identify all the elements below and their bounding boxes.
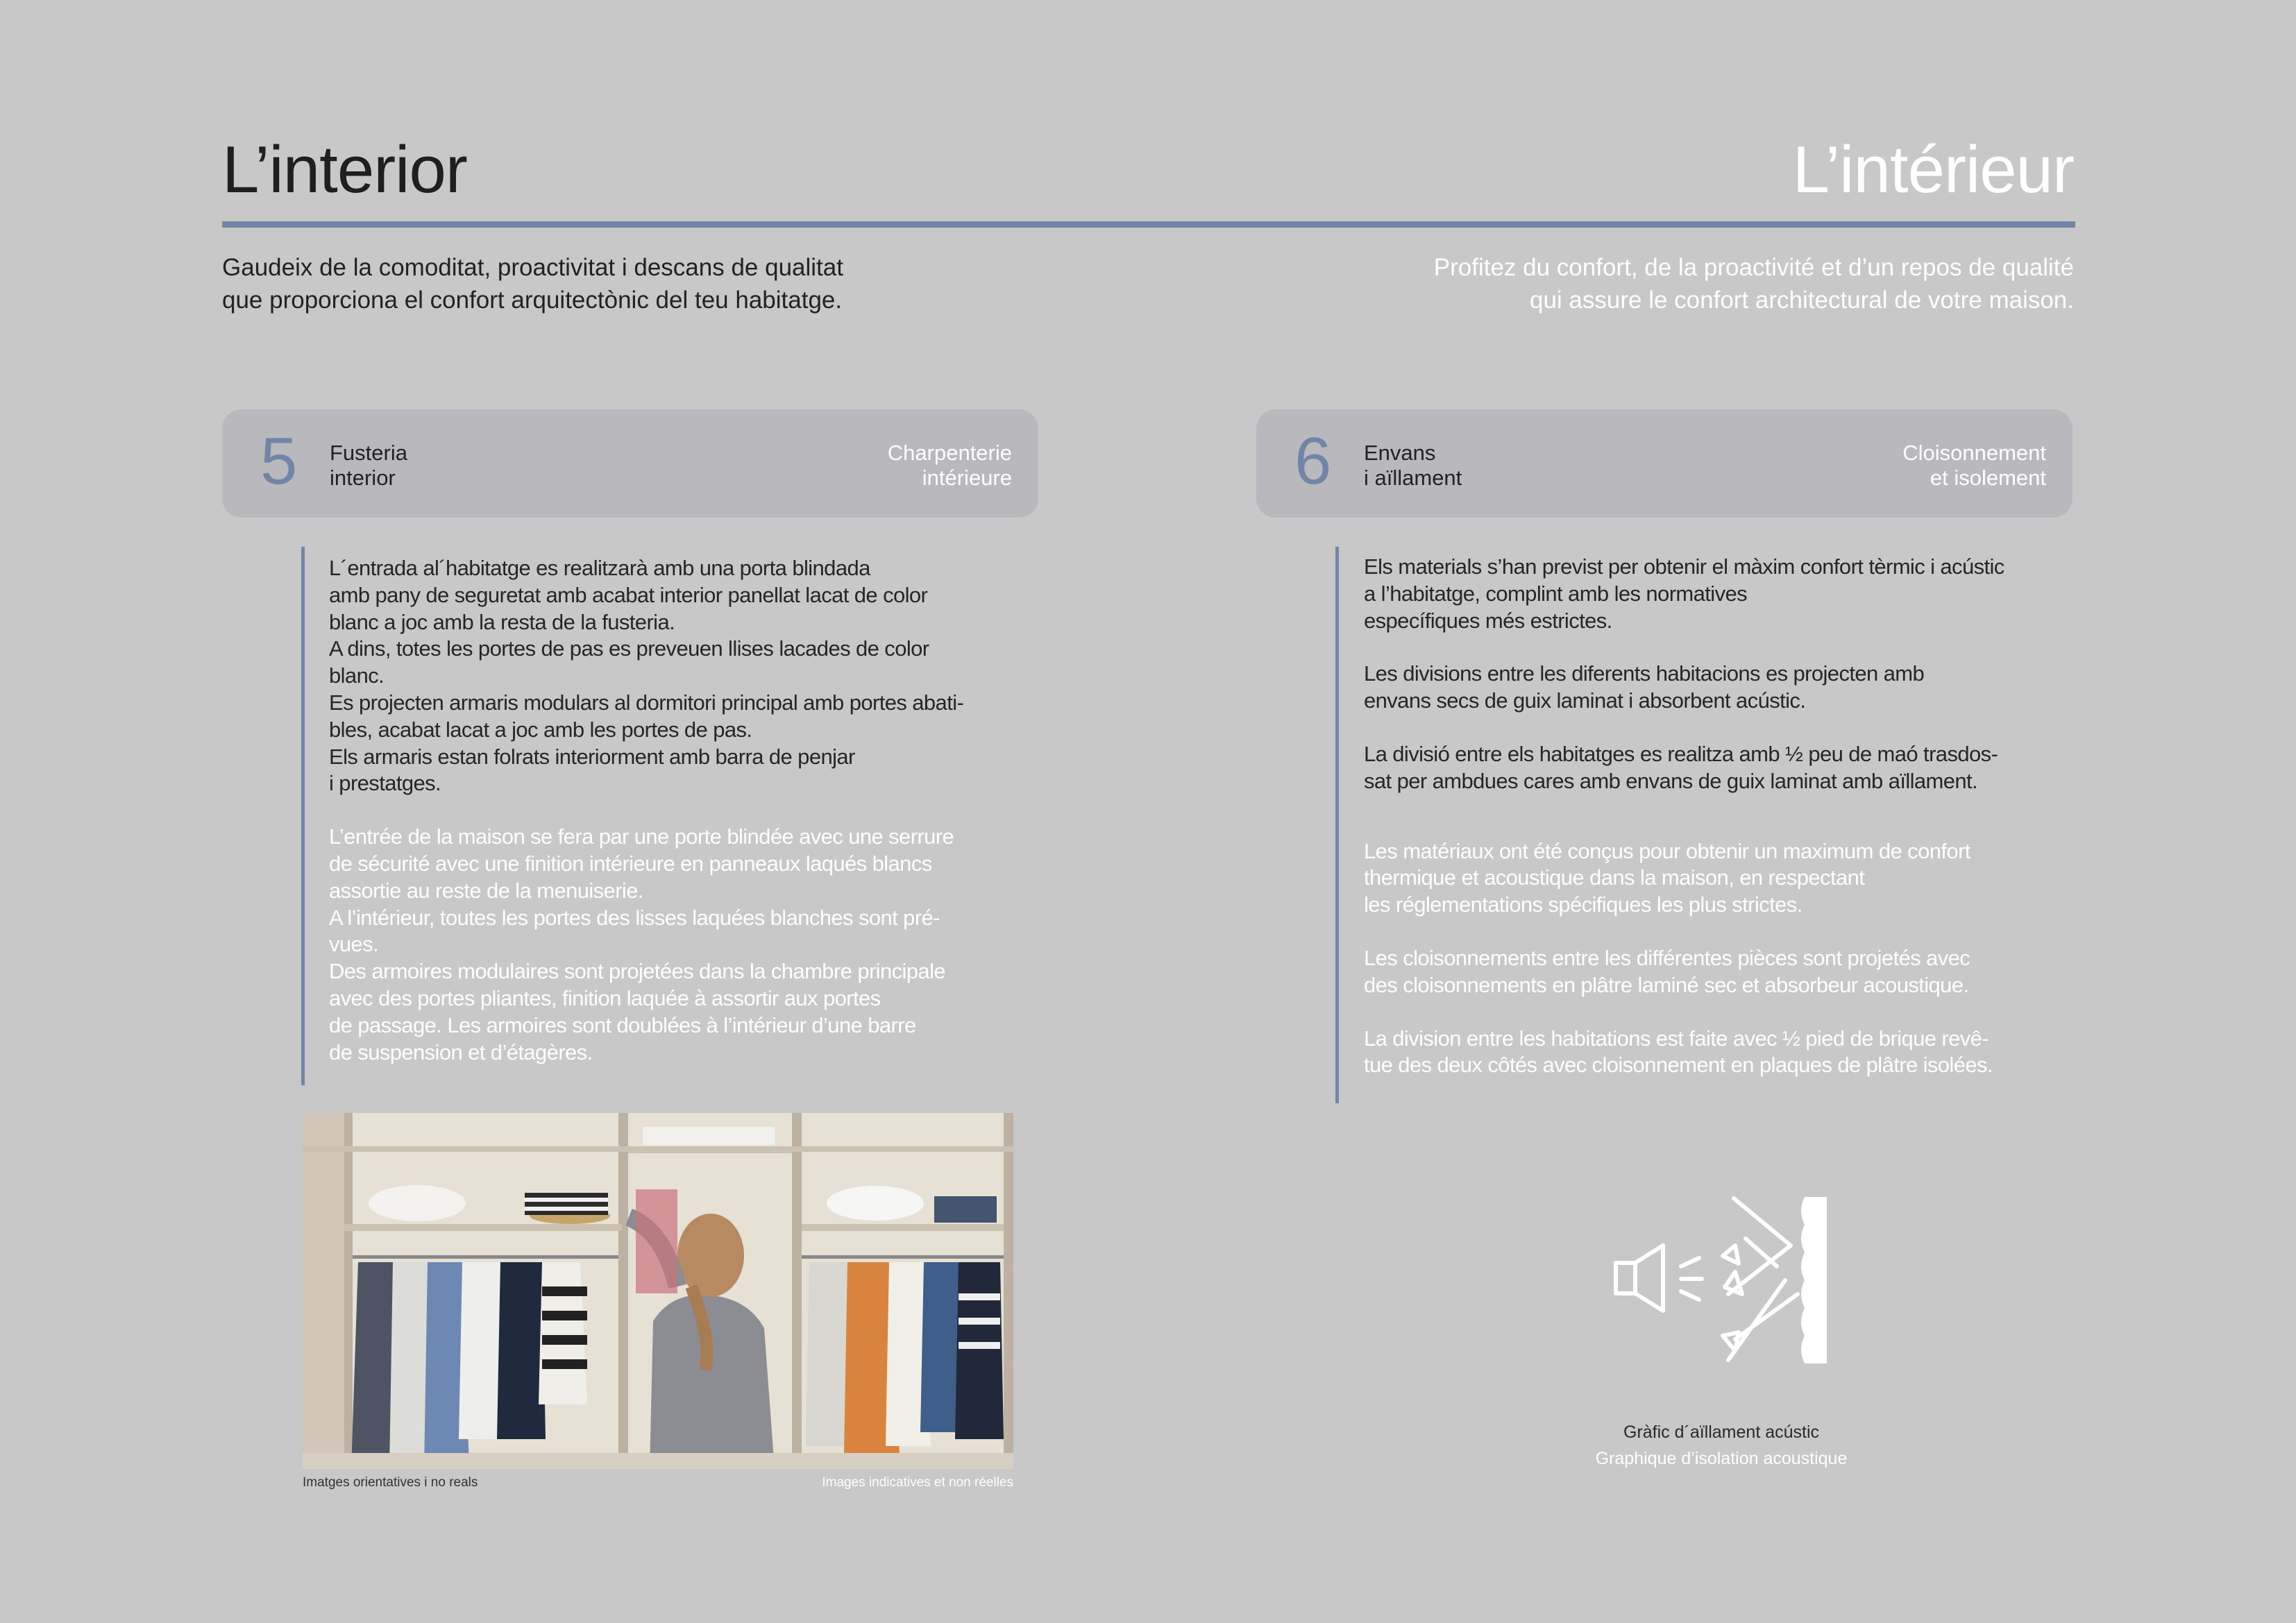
- section-title-ca-line: i aïllament: [1364, 466, 1462, 490]
- text-line: a l’habitatge, complint amb les normatives: [1364, 581, 1748, 606]
- text-line: vues.: [329, 932, 379, 957]
- text-line: Les cloisonnements entre les différentes pièces sont projetés avec: [1364, 945, 1970, 970]
- partitions-text-fr-3: [1364, 1026, 2058, 1080]
- intro-fr-line: Profitez du confort, de la proactivité et d’un repos de qualité: [1433, 254, 2074, 281]
- partitions-text-fr-1: [1364, 838, 2058, 919]
- text-line: blanc a joc amb la resta de la fusteria.: [329, 609, 675, 634]
- page-title-ca: L’interior: [222, 133, 467, 207]
- section-title-fr: [888, 441, 1012, 491]
- text-line: Els materials s’han previst per obtenir el màxim confort tèrmic i acústic: [1364, 554, 2004, 579]
- text-line: les réglementations spécifiques les plus strictes.: [1364, 892, 1803, 917]
- text-line: sat per ambdues cares amb envans de guix laminat amb aïllament.: [1364, 768, 1978, 793]
- photo-caption-ca: Imatges orientatives i no reals: [303, 1475, 478, 1490]
- text-line: La divisió entre els habitatges es realitza amb ½ peu de maó trasdos-: [1364, 741, 1998, 766]
- text-line: Les matériaux ont été conçus pour obtenir un maximum de confort: [1364, 838, 1970, 863]
- text-line: La division entre les habitations est faite avec ½ pied de brique revê-: [1364, 1026, 1989, 1051]
- right-accent-line: [1335, 547, 1339, 1103]
- text-line: A dins, totes les portes de pas es preveuen llises lacades de color: [329, 636, 929, 661]
- graphic-caption-ca: Gràfic d´aïllament acústic: [1623, 1422, 1820, 1442]
- text-line: Les divisions entre les diferents habitacions es projecten amb: [1364, 661, 1925, 686]
- text-line: tue des deux côtés avec cloisonnement en plaques de plâtre isolées.: [1364, 1053, 1993, 1078]
- text-line: L´entrada al´habitatge es realitzarà amb una porta blindada: [329, 556, 870, 580]
- section-number: 6: [1294, 424, 1332, 498]
- text-line: de passage. Les armoires sont doublées à l’intérieur d’une barre: [329, 1012, 916, 1037]
- page-title-fr: L’intérieur: [1792, 133, 2074, 207]
- acoustic-isolation-graphic: [1603, 1190, 1832, 1370]
- text-line: de sécurité avec une finition intérieure en panneaux laqués blancs: [329, 851, 932, 876]
- section-title-fr-line: Cloisonnement: [1902, 441, 2046, 465]
- speaker-sound-wall-icon: [1603, 1190, 1832, 1370]
- left-accent-line: [301, 547, 305, 1085]
- text-line: blanc.: [329, 663, 385, 688]
- text-line: i prestatges.: [329, 771, 441, 796]
- text-line: avec des portes pliantes, finition laquée à assortir aux portes: [329, 985, 881, 1010]
- text-line: bles, acabat lacat a joc amb les portes de pas.: [329, 717, 752, 742]
- partitions-text-ca-2: [1364, 661, 2058, 715]
- graphic-caption-fr: Graphique d’isolation acoustique: [1595, 1449, 1848, 1468]
- wardrobe-illustration: [303, 1113, 1013, 1469]
- intro-fr: [1172, 251, 2074, 316]
- text-line: A l’intérieur, toutes les portes des lisses laquées blanches sont pré-: [329, 905, 940, 930]
- section-title-fr-line: et isolement: [1930, 466, 2046, 490]
- partitions-text-fr-2: [1364, 945, 2058, 999]
- title-divider: [222, 221, 2075, 228]
- text-line: Els armaris estan folrats interiorment amb barra de penjar: [329, 744, 855, 769]
- text-line: L’entrée de la maison se fera par une porte blindée avec une serrure: [329, 824, 954, 849]
- section-title-ca: [330, 441, 407, 491]
- text-line: des cloisonnements en plâtre laminé sec et absorbeur acoustique.: [1364, 972, 1969, 997]
- intro-fr-line: qui assure le confort architectural de votre maison.: [1530, 287, 2074, 314]
- text-line: thermique et acoustique dans la maison, en respectant: [1364, 865, 1865, 890]
- section-title-fr: [1902, 441, 2046, 491]
- section-title-ca: [1364, 441, 1462, 491]
- section-title-fr-line: Charpenterie: [887, 441, 1012, 465]
- section-header-carpentry: [222, 409, 1038, 518]
- text-line: específiques més estrictes.: [1364, 608, 1612, 633]
- intro-ca-line: Gaudeix de la comoditat, proactivitat i descans de qualitat: [222, 254, 843, 281]
- partitions-text-ca-3: [1364, 741, 2058, 795]
- section-header-partitions: [1256, 409, 2073, 518]
- section-title-fr-line: intérieure: [922, 466, 1012, 490]
- photo-caption-fr: Images indicatives et non réelles: [822, 1475, 1013, 1490]
- partitions-text-ca-1: [1364, 554, 2058, 634]
- carpentry-text-fr: [329, 824, 995, 1066]
- partitions-text: [1364, 554, 2058, 1079]
- text-line: assortie au reste de la menuiserie.: [329, 878, 643, 903]
- wardrobe-photo: [303, 1113, 1013, 1469]
- section-number: 5: [260, 424, 298, 498]
- carpentry-text: [329, 555, 995, 1066]
- section-title-ca-line: interior: [330, 466, 396, 490]
- section-title-ca-line: Fusteria: [330, 441, 407, 465]
- text-line: amb pany de seguretat amb acabat interior panellat lacat de color: [329, 582, 928, 607]
- text-line: envans secs de guix laminat i absorbent acústic.: [1364, 688, 1806, 713]
- text-line: de suspension et d’étagères.: [329, 1039, 593, 1064]
- text-line: Des armoires modulaires sont projetées dans la chambre principale: [329, 959, 946, 984]
- intro-ca: [222, 251, 1055, 316]
- intro-ca-line: que proporciona el confort arquitectònic del teu habitatge.: [222, 287, 843, 314]
- section-title-ca-line: Envans: [1364, 441, 1436, 465]
- text-line: Es projecten armaris modulars al dormitori principal amb portes abati-: [329, 690, 964, 715]
- carpentry-text-ca: [329, 555, 995, 797]
